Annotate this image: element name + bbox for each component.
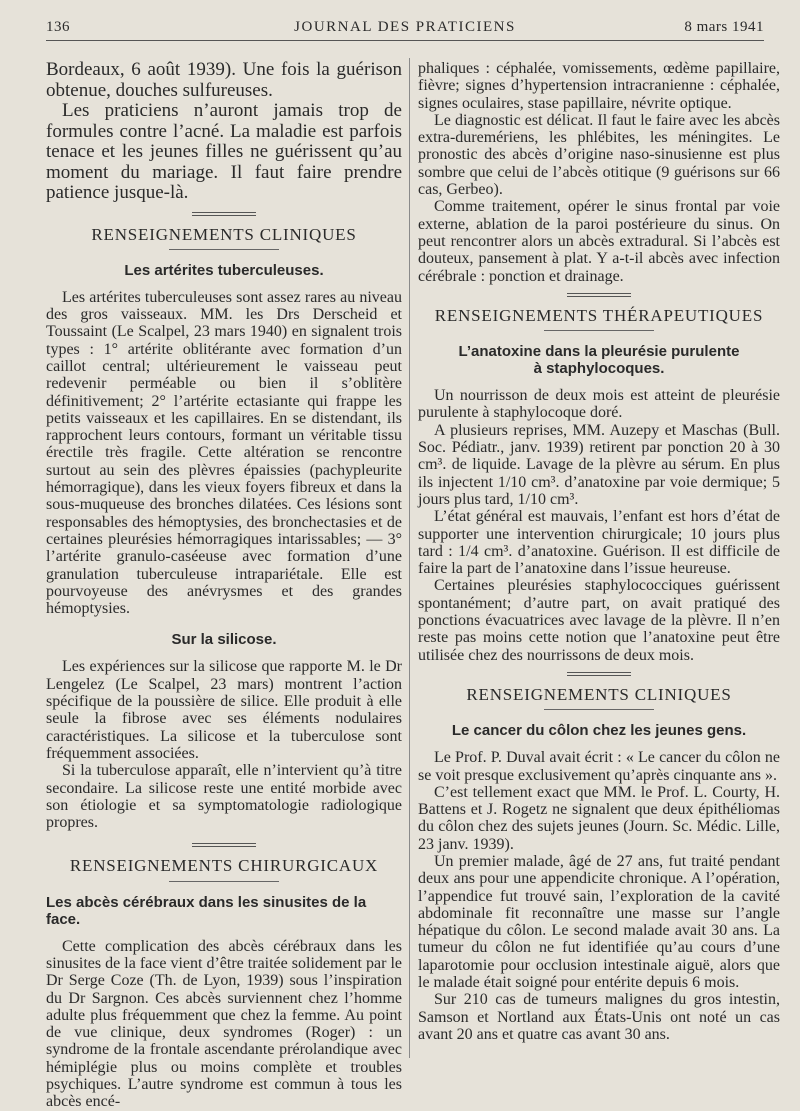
issue-date: 8 mars 1941 [684,19,764,35]
article-title-silicose: Sur la silicose. [171,631,277,649]
article-title-arterites: Les artérites tuberculeuses. [124,261,324,279]
article-text-cancer-2: C’est tellement exact que MM. le Prof. L. Courty, H. Battens et J. Rogetz ne signalent que deux épithéliomas du côlon chez des sujets jeunes (Journ. Sc. Médic. Lille, 23 janv. 1939). [418,783,780,853]
article-text-anatoxine-4: Certaines pleurésies staphylococciques guérissent spontanément; d’autre part, on avait pratiqué des ponctions évacuatrices avec lavage de la plèvre. Il n’en reste pas moins cette notion que l’anatoxine peut être utilisée chez des nourrissons de deux mois. [418,577,780,664]
continued-text-1: phaliques : céphalée, vomissements, œdème papillaire, fièvre; signes d’hypertension intracranienne : céphalée, signes oculaires, stase papillaire, névrite optique. [418,60,780,112]
article-title-abces: Les abcès cérébraux dans les sinusites de la face. [46,893,367,928]
article-text-anatoxine-2: A plusieurs reprises, MM. Auzepy et Maschas (Bull. Soc. Pédiatr., janv. 1939) retirent par ponction 20 à 30 cm³. de liquide. Lavage de la plèvre au sérum. En plus ils injectent 1/10 cm³. d’anatoxine par voie dermique; 5 jours plus tard, 1/10 cm³. [418,421,780,508]
column-divider [409,58,410,1058]
page-header [46,19,764,39]
article-title-cancer-colon: Le cancer du côlon chez les jeunes gens. [451,722,747,740]
intro-paragraph: Les praticiens n’auront jamais trop de formules contre l’acné. La maladie est parfois tenace et les jeunes filles ne guérissent qu’au moment du mariage. Il faut faire prendre patience jusque-là. [46,100,402,203]
intro-line: Bordeaux, 6 août 1939). Une fois la guérison obtenue, douches sulfureuses. [46,59,402,101]
section-heading-therapeutiques: RENSEIGNEMENTS THÉRAPEUTIQUES [434,305,764,325]
article-text-abces: Cette complication des abcès cérébraux dans les sinusites de la face vient d’être traitée solidement par le Dr Serge Coze (Th. de Lyon, 1939) sous l’inspiration du Dr Sargnon. Ces abcès surviennent chez l’homme adulte plus fréquemment que chez la femme. Au point de vue clinique, deux syndromes (Roger) : un syndrome de la frontale ascendante prérolandique avec hémiplégie plus ou moins complète et troubles psychiques. L’autre syndrome est commun à tous les abcès encé- [46,937,402,1111]
section-heading-cliniques-2: RENSEIGNEMENTS CLINIQUES [466,684,732,704]
article-text-anatoxine-1: Un nourrisson de deux mois est atteint de pleurésie purulente à staphylocoque doré. [418,387,780,422]
section-heading-cliniques: RENSEIGNEMENTS CLINIQUES [91,224,357,244]
section-rule [169,881,279,882]
article-title-anatoxine-line1: L’anatoxine dans la pleurésie purulente [458,343,740,361]
continued-text-3: Comme traitement, opérer le sinus frontal par voie externe, ablation de la paroi postérieure du sinus. On peut rencontrer alors un abcès extradural. Si l’abcès est douteux, pansement à plat. Y a-t-il abcès avec infection cérébrale : ponction et drainage. [418,198,780,285]
article-text-cancer-4: Sur 210 cas de tumeurs malignes du gros intestin, Samson et Nortland aux États-Unis ont noté un cas avant 20 ans et quatre cas avant 30 ans. [418,991,780,1043]
section-heading-chirurgicaux: RENSEIGNEMENTS CHIRURGICAUX [69,856,379,876]
section-separator [192,212,256,216]
article-text-silicose-2: Si la tuberculose apparaît, elle n’intervient qu’à titre secondaire. La silicose reste une entité morbide avec son étiologie et sa symptomatologie radiologique propres. [46,762,402,832]
article-title-anatoxine [418,343,780,377]
journal-title: JOURNAL DES PRATICIENS [294,19,516,35]
article-text-silicose-1: Les expériences sur la silicose que rapporte M. le Dr Lengelez (Le Scalpel, 23 mars) montrent l’action spécifique de la poussière de silice. Elle produit à elle seule la fibrose avec ses éléments nodulaires caractéristiques. La silicose et la tuberculose sont fréquemment associées. [46,658,402,762]
article-text-arterites: Les artérites tuberculeuses sont assez rares au niveau des gros vaisseaux. MM. les Drs Derscheid et Toussaint (Le Scalpel, 23 mars 1940) en signalent trois types : 1° artérite oblitérante avec formation d’un caillot central; ultérieurement le vaisseau peut redevenir perméable ou bien il s’oblitère définitivement; 2° l’artérite ectasiante qui frappe les petits vaisseaux et les capillaires. En se distendant, ils rapprochent leurs contours, formant un véritable tissu érectile très fragile. Cette altération se rencontre surtout au sein des plèvres épaissies (pachypleurite hémorragique), dans les vieux foyers fibreux et dans la sous-muqueuse des bronches dilatées. Ces lésions sont responsables des hémoptysies, des bronchectasies et de certaines pleurésies hémorragiques intarissables; — 3° l’artérite granulo-caséeuse avec formation d’une granulation tuberculeuse intrapariétale. Elle est pourvoyeuse des anévrysmes et des grandes hémoptysies. [46,288,402,618]
continued-text-2: Le diagnostic est délicat. Il faut le faire avec les abcès extra-duremériens, les phlébites, les méningites. Le pronostic des abcès d’origine naso-sinusienne est plus sombre que celui de l’abcès otitique (9 guérisons sur 66 cas, Gerbeo). [418,111,780,199]
section-separator [567,293,631,297]
section-separator [567,672,631,676]
left-column [46,60,402,1111]
article-title-anatoxine-line2: à staphylocoques. [533,360,665,378]
article-text-cancer-1: Le Prof. P. Duval avait écrit : « Le cancer du côlon ne se voit presque exclusivement qu’après cinquante ans ». [418,749,780,784]
page-number: 136 [46,19,70,35]
right-column [418,60,780,1043]
article-text-anatoxine-3: L’état général est mauvais, l’enfant est hors d’état de supporter une intervention chirurgicale; 10 jours plus tard : 1/4 cm³. d’anatoxine. Guérison. Il est difficile de faire la part de l’anatoxine dans l’issue heureuse. [418,508,780,578]
header-rule [46,40,764,41]
section-separator [192,843,256,847]
section-rule [544,330,654,331]
section-rule [544,709,654,710]
article-text-cancer-3: Un premier malade, âgé de 27 ans, fut traité pendant deux ans pour une appendicite chronique. A l’opération, l’appendice fut trouvé sain, l’exploration de la cavité abdominale fit reconnaître une masse sur l’angle hépatique du côlon. Le second malade avait 30 ans. La tumeur du côlon ne fut identifiée qu’au cours d’une laparotomie pour occlusion intestinale aiguë, alors que le malade était soigné pour entérite depuis 6 mois. [418,852,780,992]
section-rule [169,249,279,250]
